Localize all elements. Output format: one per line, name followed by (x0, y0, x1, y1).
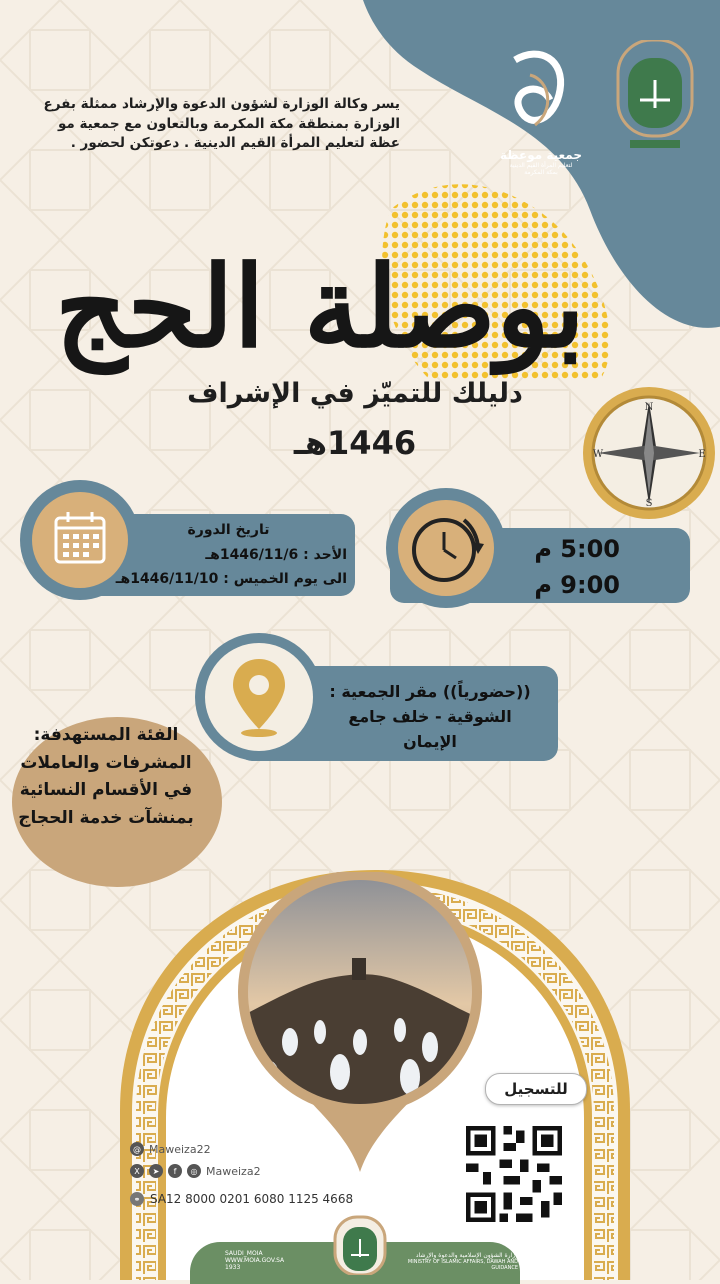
svg-text:W: W (592, 449, 604, 460)
facebook-icon[interactable]: f (168, 1164, 182, 1178)
social-row-2 (130, 1160, 380, 1182)
social-links (130, 1138, 380, 1182)
svg-text:S: S (645, 498, 653, 509)
target-line3: بمنشآت خدمة الحجاج (18, 808, 194, 829)
social-handle-1[interactable]: Maweiza22 (149, 1142, 211, 1156)
association-name: جمعية موعظة (500, 148, 582, 162)
social-handle-2[interactable]: Maweiza2 (206, 1164, 261, 1178)
footer-year: 1933 (225, 1264, 241, 1271)
telegram-icon[interactable]: ➤ (149, 1164, 163, 1178)
subtitle: دليلك للتميّز في الإشراف (187, 378, 523, 409)
association-city: بمكة المكرمة (524, 169, 558, 176)
footer-website[interactable]: WWW.MOIA.GOV.SA (225, 1257, 285, 1264)
footer-ministry-en: MINISTRY OF ISLAMIC AFFAIRS, DAWAH AND GUIDANCE (407, 1259, 518, 1271)
footer-ministry (398, 1252, 518, 1271)
bank-icon: ⚭ (130, 1192, 144, 1206)
footer-ministry-ar: وزارة الشؤون الإسلامية والدعوة والإرشاد (415, 1252, 518, 1259)
at-icon: @ (130, 1142, 144, 1156)
target-heading: الفئة المستهدفة: (33, 725, 179, 745)
ministry-logo (333, 1215, 387, 1275)
target-audience-text (6, 722, 206, 833)
target-line1: المشرفات والعاملات (20, 752, 192, 773)
date-to: الى يوم الخميس : 1446/11/10هـ (115, 571, 347, 587)
clock-icon (386, 488, 506, 608)
footer-handle[interactable]: SAUDI_MOIA (225, 1250, 263, 1257)
registration-qr-code[interactable] (462, 1122, 566, 1226)
x-icon[interactable]: X (130, 1164, 144, 1178)
time-end: 9:00 م (534, 571, 620, 599)
register-button[interactable]: للتسجيل (485, 1073, 587, 1105)
intro-text: يسر وكالة الوزارة لشؤون الدعوة والإرشاد ممثلة بفرع الوزارة بمنطقة مكة المكرمة وبالتعاون مع جمعية مو عظة لتعليم المرأة القيم الدينية . دعوتكن لحضور . (43, 96, 400, 152)
location-line1: ((حضورياً)) مقر الجمعية : (329, 682, 531, 701)
mount-arafat-photo (230, 872, 490, 1172)
location-pin-icon (195, 633, 323, 761)
compass-icon (578, 382, 720, 524)
social-row-1 (130, 1138, 380, 1160)
iban-number: SA12 8000 0201 6080 1125 4668 (150, 1192, 354, 1206)
iban-row (130, 1192, 380, 1206)
svg-text:E: E (698, 449, 706, 460)
date-text (110, 518, 355, 592)
location-line2: الشوقية - خلف جامع (348, 706, 512, 726)
instagram-icon[interactable]: ◎ (187, 1164, 201, 1178)
location-text (320, 680, 540, 754)
association-logo-text (500, 148, 582, 176)
svg-text:N: N (644, 402, 654, 413)
target-line2: في الأقسام النسائية (19, 780, 193, 801)
date-from: الأحد : 1446/11/6هـ (205, 546, 347, 563)
page-title: بوصلة الحج (54, 242, 586, 373)
time-start: 5:00 م (534, 535, 620, 563)
footer-contacts (225, 1250, 315, 1271)
date-heading: تاريخ الدورة (187, 522, 270, 538)
association-tagline: لتعليم المرأة القيم الدينية (509, 162, 573, 169)
location-line3: الإيمان (403, 731, 457, 751)
time-text (510, 531, 620, 603)
year: 1446هـ (293, 424, 417, 462)
